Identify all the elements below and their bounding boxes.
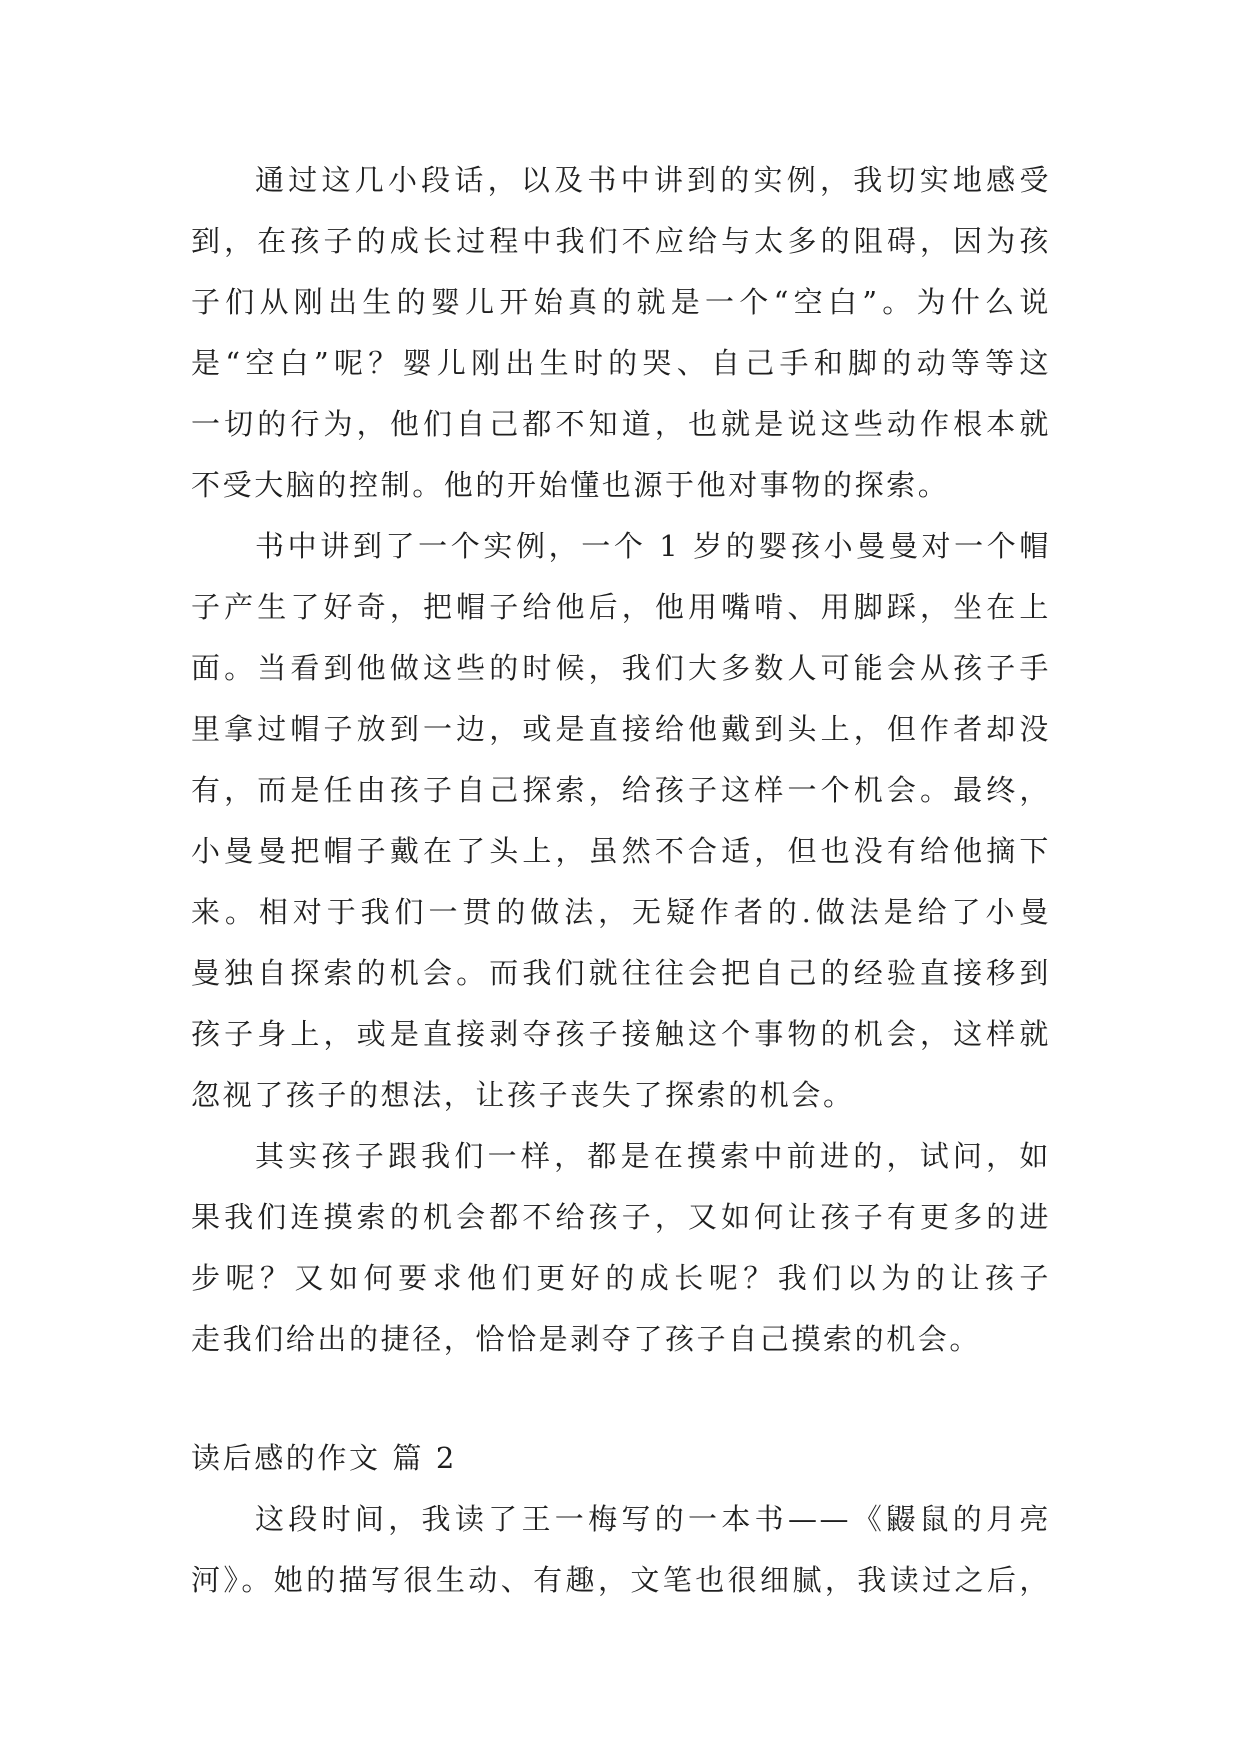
text-line: 面。当看到他做这些的时候，我们大多数人可能会从孩子手 bbox=[191, 651, 1051, 685]
text-line: 小曼曼把帽子戴在了头上，虽然不合适，但也没有给他摘下 bbox=[191, 834, 1051, 868]
text-line: 到，在孩子的成长过程中我们不应给与太多的阻碍，因为孩 bbox=[191, 224, 1051, 258]
paragraph-1 bbox=[191, 150, 1051, 516]
section-paragraph bbox=[191, 1489, 1051, 1611]
section-title: 读后感的作文 篇 2 bbox=[191, 1441, 457, 1475]
text-line: 不受大脑的控制。他的开始懂也源于他对事物的探索。 bbox=[191, 468, 950, 502]
text-line: 有，而是任由孩子自己探索，给孩子这样一个机会。最终， bbox=[191, 773, 1051, 807]
text-line: 孩子身上，或是直接剥夺孩子接触这个事物的机会，这样就 bbox=[191, 1017, 1051, 1051]
text-line: 其实孩子跟我们一样，都是在摸索中前进的，试问，如 bbox=[255, 1139, 1051, 1173]
text-line: 步呢？又如何要求他们更好的成长呢？我们以为的让孩子 bbox=[191, 1261, 1051, 1295]
text-line: 里拿过帽子放到一边，或是直接给他戴到头上，但作者却没 bbox=[191, 712, 1051, 746]
text-line: 河》。她的描写很生动、有趣，文笔也很细腻，我读过之后， bbox=[191, 1563, 1051, 1597]
text-line: 曼独自探索的机会。而我们就往往会把自己的经验直接移到 bbox=[191, 956, 1051, 990]
text-line: 来。相对于我们一贯的做法，无疑作者的.做法是给了小曼 bbox=[191, 895, 1051, 929]
text-line: 这段时间，我读了王一梅写的一本书——《鼹鼠的月亮 bbox=[255, 1502, 1051, 1536]
document-body bbox=[191, 150, 1051, 1611]
text-line: 是“空白”呢？婴儿刚出生时的哭、自己手和脚的动等等这 bbox=[191, 346, 1051, 380]
paragraph-3 bbox=[191, 1126, 1051, 1370]
text-line: 果我们连摸索的机会都不给孩子，又如何让孩子有更多的进 bbox=[191, 1200, 1051, 1234]
text-line: 走我们给出的捷径，恰恰是剥夺了孩子自己摸索的机会。 bbox=[191, 1322, 982, 1356]
text-line: 忽视了孩子的想法，让孩子丧失了探索的机会。 bbox=[191, 1078, 855, 1112]
text-line: 子们从刚出生的婴儿开始真的就是一个“空白”。为什么说 bbox=[191, 285, 1051, 319]
text-line: 一切的行为，他们自己都不知道，也就是说这些动作根本就 bbox=[191, 407, 1051, 441]
paragraph-2 bbox=[191, 516, 1051, 1126]
text-line: 子产生了好奇，把帽子给他后，他用嘴啃、用脚踩，坐在上 bbox=[191, 590, 1051, 624]
text-line: 书中讲到了一个实例，一个 1 岁的婴孩小曼曼对一个帽 bbox=[255, 529, 1051, 563]
text-line: 通过这几小段话，以及书中讲到的实例，我切实地感受 bbox=[255, 163, 1051, 197]
